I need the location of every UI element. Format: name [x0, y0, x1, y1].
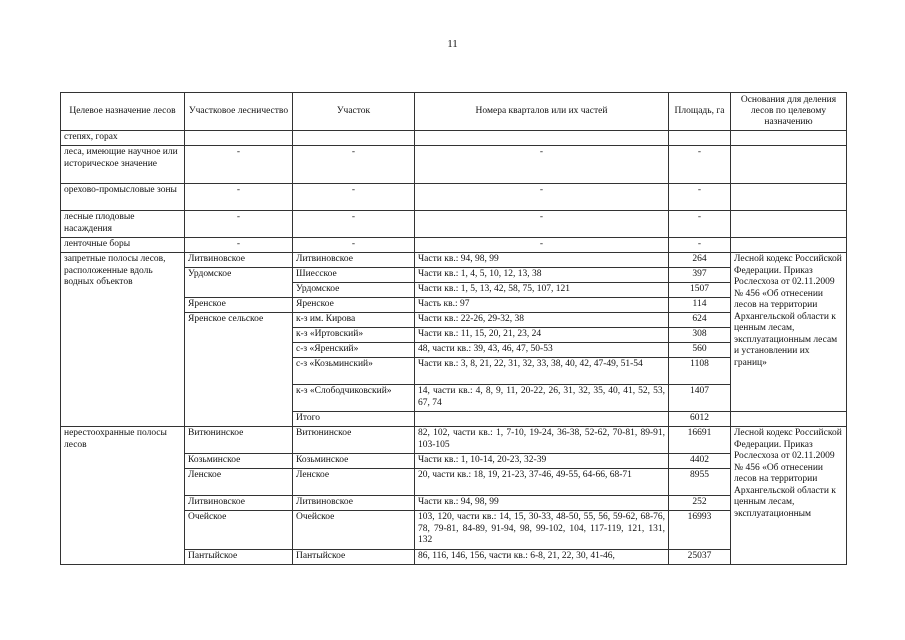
quarters-cell: Части кв.: 94, 98, 99 [415, 253, 669, 268]
basis-cell [731, 146, 847, 184]
table-row [61, 184, 847, 211]
area-cell: 1407 [669, 385, 731, 412]
table-header-row [61, 93, 847, 131]
forestry-cell: - [185, 146, 293, 184]
area-cell: 1507 [669, 283, 731, 298]
forestry-cell: Пантыйское [185, 550, 293, 565]
quarters-cell: - [415, 184, 669, 211]
forestry-cell: Урдомское [185, 268, 293, 298]
plot-cell: Яренское [293, 298, 415, 313]
forestry-cell: Литвиновское [185, 253, 293, 268]
basis-cell [731, 184, 847, 211]
plot-cell: - [293, 184, 415, 211]
quarters-cell: Части кв.: 3, 8, 21, 22, 31, 32, 33, 38, 40, 42, 47-49, 51-54 [415, 358, 669, 385]
plot-cell: Итого [293, 412, 415, 427]
quarters-cell: Части кв.: 1, 10-14, 20-23, 32-39 [415, 454, 669, 469]
table-row [61, 146, 847, 184]
forestry-cell: - [185, 211, 293, 238]
plot-cell: Пантыйское [293, 550, 415, 565]
quarters-cell: - [415, 238, 669, 253]
quarters-cell: Часть кв.: 97 [415, 298, 669, 313]
plot-cell: Козьминское [293, 454, 415, 469]
forestry-cell: Яренское [185, 298, 293, 313]
forestry-cell: Козьминское [185, 454, 293, 469]
area-cell: 4402 [669, 454, 731, 469]
quarters-cell: Части кв.: 11, 15, 20, 21, 23, 24 [415, 328, 669, 343]
forestry-cell: Яренское сельское [185, 313, 293, 427]
area-cell: 1108 [669, 358, 731, 385]
table-row [61, 131, 847, 146]
plot-cell: к-з «Иртовский» [293, 328, 415, 343]
quarters-cell: - [415, 146, 669, 184]
plot-cell: с-з «Яренский» [293, 343, 415, 358]
basis-cell [731, 412, 847, 427]
basis-cell [731, 238, 847, 253]
area-cell [669, 131, 731, 146]
plot-cell: к-з им. Кирова [293, 313, 415, 328]
quarters-cell: 82, 102, части кв.: 1, 7-10, 19-24, 36-38, 52-62, 70-81, 89-91, 103-105 [415, 427, 669, 454]
purpose-cell: степях, горах [61, 131, 185, 146]
plot-cell: - [293, 238, 415, 253]
quarters-cell [415, 412, 669, 427]
quarters-cell: 103, 120, части кв.: 14, 15, 30-33, 48-50, 55, 56, 59-62, 68-76, 78, 79-81, 84-89, 91-94, 98, 99-102, 104, 117-119, 121, 131, 132 [415, 511, 669, 550]
basis-cell: Лесной кодекс Российской Федерации. Приказ Рослесхоза от 02.11.2009 № 456 «Об отнесении лесов на территории Архангельской области к ценным лесам, эксплуатационным [731, 427, 847, 565]
purpose-cell: орехово-промысловые зоны [61, 184, 185, 211]
header-area: Площадь, га [669, 93, 731, 131]
plot-cell: Шиесское [293, 268, 415, 283]
header-basis: Основания для деления лесов по целевому назначению [731, 93, 847, 131]
header-forestry: Участковое лесничество [185, 93, 293, 131]
plot-cell: Урдомское [293, 283, 415, 298]
area-cell: 114 [669, 298, 731, 313]
forestry-cell [185, 131, 293, 146]
quarters-cell: Части кв.: 94, 98, 99 [415, 496, 669, 511]
forestry-cell: Очейское [185, 511, 293, 550]
quarters-cell: 20, части кв.: 18, 19, 21-23, 37-46, 49-55, 64-66, 68-71 [415, 469, 669, 496]
area-cell: 252 [669, 496, 731, 511]
basis-cell: Лесной кодекс Российской Федерации. Приказ Рослесхоза от 02.11.2009 № 456 «Об отнесении лесов на территории Архангельской области к ценным лесам, эксплуатационным лесам и установлении их границ» [731, 253, 847, 412]
plot-cell: - [293, 146, 415, 184]
area-cell: 16993 [669, 511, 731, 550]
area-cell: 397 [669, 268, 731, 283]
purpose-cell: запретные полосы лесов, расположенные вдоль водных объектов [61, 253, 185, 427]
forestry-cell: Витюнинское [185, 427, 293, 454]
plot-cell: с-з «Козьминский» [293, 358, 415, 385]
forestry-cell: Ленское [185, 469, 293, 496]
purpose-cell: ленточные боры [61, 238, 185, 253]
table-row [61, 253, 847, 268]
area-cell: 25037 [669, 550, 731, 565]
area-cell: 308 [669, 328, 731, 343]
area-cell: 264 [669, 253, 731, 268]
header-purpose: Целевое назначение лесов [61, 93, 185, 131]
page-number: 11 [447, 38, 458, 50]
plot-cell: Витюнинское [293, 427, 415, 454]
area-cell: - [669, 146, 731, 184]
area-cell: 16691 [669, 427, 731, 454]
area-cell: - [669, 238, 731, 253]
plot-cell: Очейское [293, 511, 415, 550]
area-cell: 8955 [669, 469, 731, 496]
basis-cell [731, 131, 847, 146]
quarters-cell [415, 131, 669, 146]
plot-cell: Ленское [293, 469, 415, 496]
table-row [61, 427, 847, 454]
area-cell: 624 [669, 313, 731, 328]
forest-purpose-table [60, 92, 847, 565]
purpose-cell: лесные плодовые насаждения [61, 211, 185, 238]
quarters-cell: - [415, 211, 669, 238]
quarters-cell: 14, части кв.: 4, 8, 9, 11, 20-22, 26, 31, 32, 35, 40, 41, 52, 53, 67, 74 [415, 385, 669, 412]
forestry-cell: - [185, 238, 293, 253]
plot-cell: Литвиновское [293, 496, 415, 511]
forestry-cell: - [185, 184, 293, 211]
purpose-cell: леса, имеющие научное или историческое значение [61, 146, 185, 184]
basis-cell [731, 211, 847, 238]
table-row [61, 238, 847, 253]
plot-cell [293, 131, 415, 146]
purpose-cell: нерестоохранные полосы лесов [61, 427, 185, 565]
quarters-cell: Части кв.: 22-26, 29-32, 38 [415, 313, 669, 328]
quarters-cell: Части кв.: 1, 5, 13, 42, 58, 75, 107, 121 [415, 283, 669, 298]
area-cell: - [669, 211, 731, 238]
plot-cell: Литвиновское [293, 253, 415, 268]
plot-cell: к-з «Слободчиковский» [293, 385, 415, 412]
area-cell: 560 [669, 343, 731, 358]
table-row [61, 211, 847, 238]
plot-cell: - [293, 211, 415, 238]
forestry-cell: Литвиновское [185, 496, 293, 511]
area-cell: 6012 [669, 412, 731, 427]
header-plot: Участок [293, 93, 415, 131]
quarters-cell: 86, 116, 146, 156, части кв.: 6-8, 21, 22, 30, 41-46, [415, 550, 669, 565]
header-quarters: Номера кварталов или их частей [415, 93, 669, 131]
quarters-cell: Части кв.: 1, 4, 5, 10, 12, 13, 38 [415, 268, 669, 283]
area-cell: - [669, 184, 731, 211]
quarters-cell: 48, части кв.: 39, 43, 46, 47, 50-53 [415, 343, 669, 358]
